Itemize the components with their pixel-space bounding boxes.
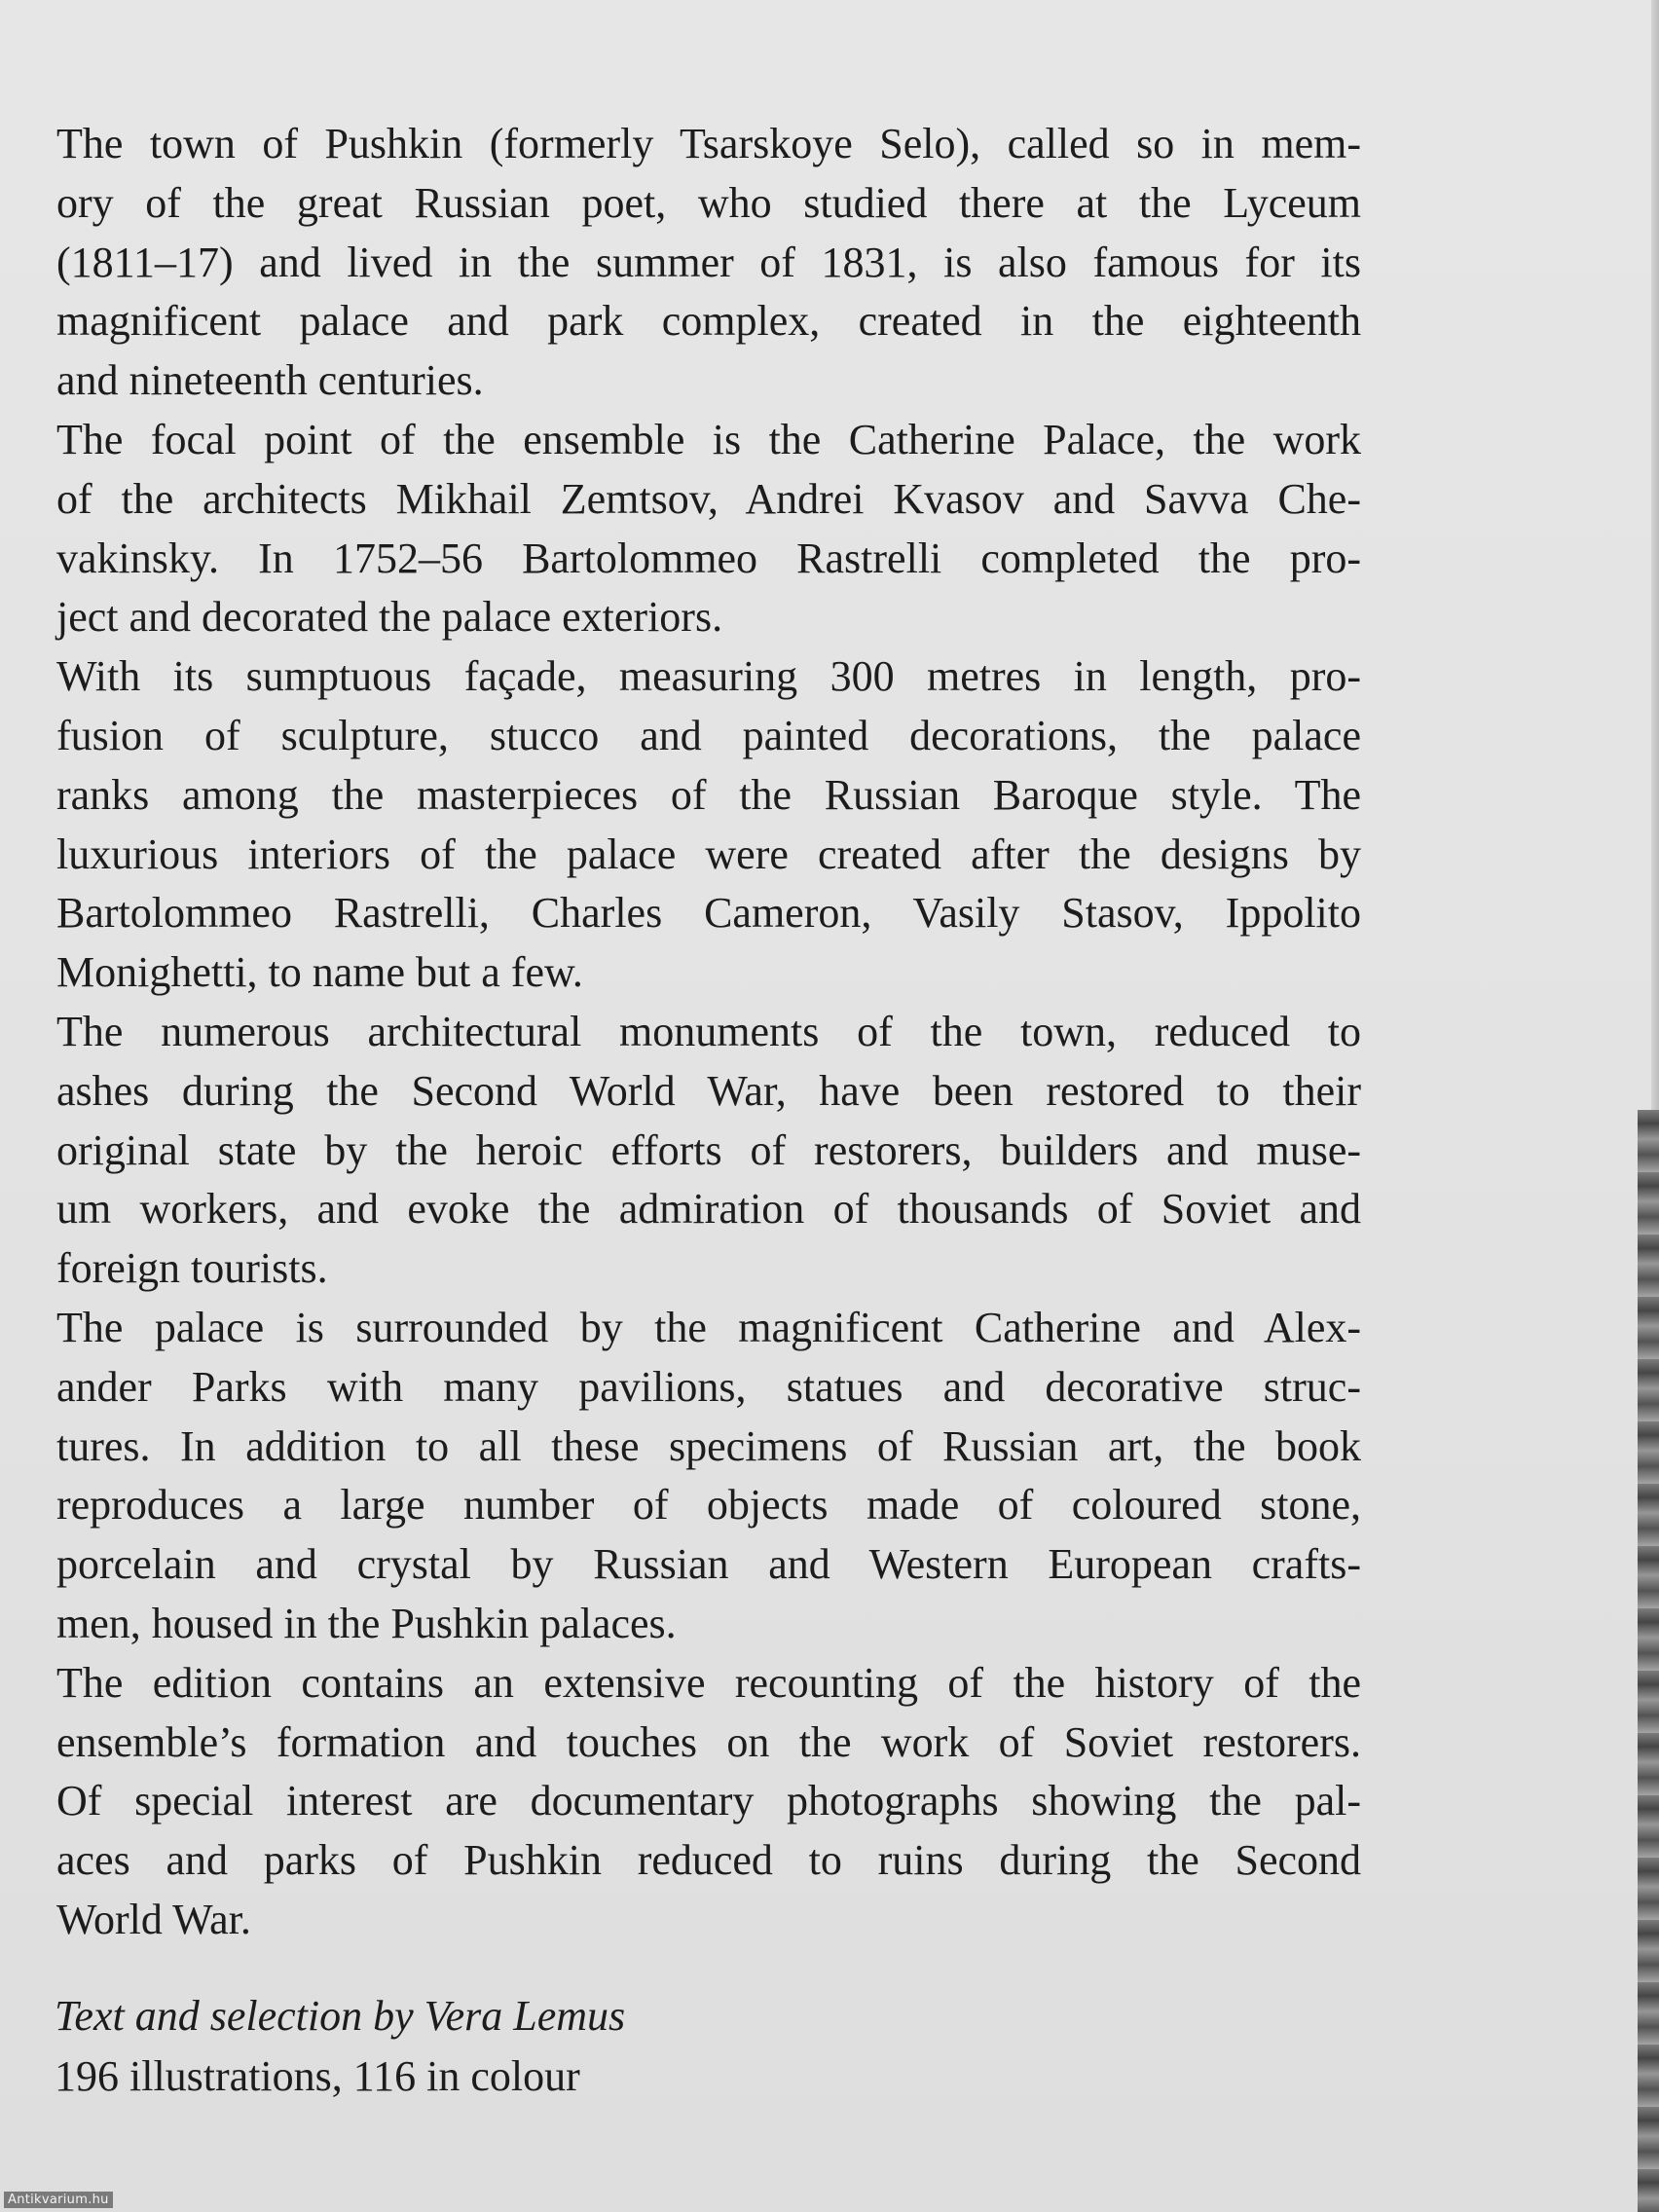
text-line: The edition contains an extensive recounting of the history of the bbox=[56, 1658, 1361, 1707]
text-line: (1811–17) and lived in the summer of 1831, is also famous for its bbox=[56, 238, 1361, 286]
author-credit: Text and selection by Vera Lemus bbox=[55, 1992, 626, 2040]
text-line: luxurious interiors of the palace were created after the designs by bbox=[56, 830, 1361, 878]
text-line: reproduces a large number of objects made of coloured stone, bbox=[56, 1481, 1361, 1530]
text-line: and nineteenth centuries. bbox=[56, 356, 484, 405]
text-line: foreign tourists. bbox=[56, 1244, 328, 1293]
text-line: original state by the heroic efforts of restorers, builders and muse- bbox=[56, 1125, 1361, 1174]
paragraph-parks bbox=[56, 1299, 1361, 1654]
text-line: vakinsky. In 1752–56 Bartolommeo Rastrelli completed the pro- bbox=[56, 534, 1361, 582]
text-line: tures. In addition to all these specimens of Russian art, the book bbox=[56, 1421, 1361, 1470]
text-line: The focal point of the ensemble is the Catherine Palace, the work bbox=[56, 415, 1361, 463]
text-line: ject and decorated the palace exteriors. bbox=[56, 593, 723, 642]
credits bbox=[55, 1986, 1028, 2107]
illustration-count: 196 illustrations, 116 in colour bbox=[55, 2052, 580, 2100]
text-line: ory of the great Russian poet, who studied there at the Lyceum bbox=[56, 178, 1361, 227]
text-line: The town of Pushkin (formerly Tsarskoye Selo), called so in mem- bbox=[56, 120, 1361, 167]
text-line: of the architects Mikhail Zemtsov, Andrei Kvasov and Savva Che- bbox=[56, 474, 1361, 523]
paragraph-edition bbox=[56, 1654, 1361, 1950]
paragraph-catherine-palace bbox=[56, 411, 1361, 647]
text-line: men, housed in the Pushkin palaces. bbox=[56, 1599, 677, 1647]
text-line: magnificent palace and park complex, created in the eighteenth bbox=[56, 297, 1361, 346]
text-line: ander Parks with many pavilions, statues and decorative struc- bbox=[56, 1362, 1361, 1411]
text-line: ensemble’s formation and touches on the work of Soviet restorers. bbox=[56, 1717, 1361, 1766]
text-line: The palace is surrounded by the magnificent Catherine and Alex- bbox=[56, 1303, 1361, 1351]
text-line: ashes during the Second World War, have been restored to their bbox=[56, 1066, 1361, 1115]
text-line: Monighetti, to name but a few. bbox=[56, 948, 583, 997]
paragraph-restoration bbox=[56, 1003, 1361, 1299]
text-line: um workers, and evoke the admiration of thousands of Soviet and bbox=[56, 1185, 1361, 1234]
text-line: porcelain and crystal by Russian and Western European crafts- bbox=[56, 1540, 1361, 1589]
adjacent-page-photo-edge bbox=[1638, 1110, 1659, 2212]
text-line: Of special interest are documentary photographs showing the pal- bbox=[56, 1777, 1361, 1825]
paragraph-pushkin-intro bbox=[56, 115, 1361, 411]
text-line: The numerous architectural monuments of the town, reduced to bbox=[56, 1007, 1361, 1055]
paragraph-facade bbox=[56, 647, 1361, 1003]
text-line: aces and parks of Pushkin reduced to ruins during the Second bbox=[56, 1836, 1361, 1885]
body-text bbox=[56, 115, 1361, 1950]
text-line: With its sumptuous façade, measuring 300 metres in length, pro- bbox=[56, 652, 1361, 701]
text-line: World War. bbox=[56, 1895, 251, 1943]
text-line: ranks among the masterpieces of the Russian Baroque style. The bbox=[56, 770, 1361, 819]
watermark: Antikvarium.hu bbox=[4, 2192, 113, 2208]
page-edge bbox=[1651, 0, 1659, 1110]
text-line: fusion of sculpture, stucco and painted decorations, the palace bbox=[56, 711, 1361, 759]
text-line: Bartolommeo Rastrelli, Charles Cameron, Vasily Stasov, Ippolito bbox=[56, 889, 1361, 938]
